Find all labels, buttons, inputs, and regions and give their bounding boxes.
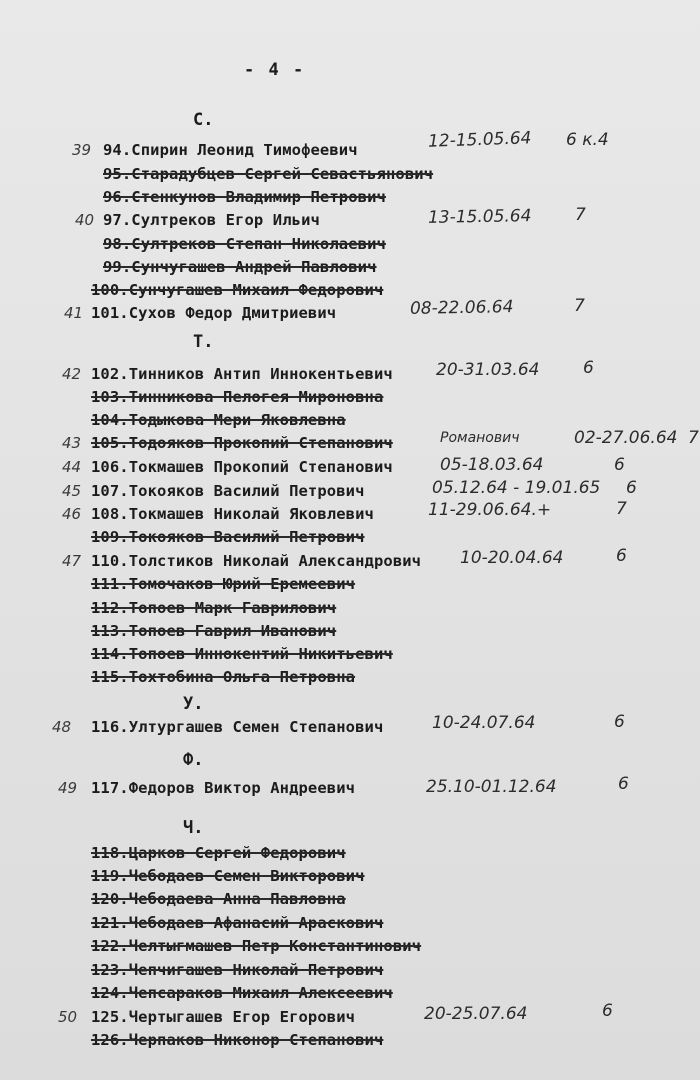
handwritten-date: 10-20.04.64	[460, 548, 564, 568]
handwritten-mark: 7	[688, 428, 699, 448]
list-entry: 106.Токмашев Прокопий Степанович	[91, 458, 393, 476]
struck-entry: 121.Чебодаев Афанасий Араскович	[91, 914, 384, 932]
struck-entry: 95.Старадубцев Сергей Севастьянович	[103, 165, 434, 183]
row-index: 47	[62, 552, 82, 570]
row-index: 41	[64, 304, 84, 322]
handwritten-mark: 6	[614, 712, 625, 732]
handwritten-mark: 6	[583, 358, 594, 378]
handwritten-date: 11-29.06.64.+	[428, 500, 552, 520]
row-index: 43	[62, 434, 82, 452]
handwritten-date: 12-15.05.64	[427, 128, 532, 152]
handwritten-date: 10-24.07.64	[432, 713, 536, 733]
struck-entry: 96.Стенкунов Владимир Петрович	[103, 188, 386, 206]
row-index: 42	[62, 365, 82, 383]
handwritten-date: 02-27.06.64	[574, 428, 678, 448]
handwritten-mark: 6	[616, 546, 627, 566]
section-letter-t: Т.	[193, 332, 214, 352]
handwritten-mark: 6	[602, 1001, 613, 1021]
handwritten-mark: 6 к.4	[566, 130, 609, 150]
section-letter-f: Ф.	[183, 750, 204, 770]
section-letter-ch: Ч.	[183, 818, 204, 838]
struck-entry: 104.Тодыкова Мери Яковлевна	[91, 411, 346, 429]
row-index: 39	[72, 141, 92, 159]
struck-entry: 103.Тинникова Пелогея Мироновна	[91, 388, 384, 406]
handwritten-mark: 7	[616, 499, 627, 519]
row-index: 49	[58, 779, 78, 797]
list-entry: 117.Федоров Виктор Андреевич	[91, 779, 356, 797]
struck-entry: 114.Топоев Иннокентий Никитьевич	[91, 645, 393, 663]
handwritten-date: 13-15.05.64	[427, 206, 532, 228]
struck-entry: 124.Чепсараков Михаил Алексеевич	[91, 984, 393, 1002]
row-index: 40	[75, 211, 95, 229]
handwritten-date: 20-31.03.64	[436, 360, 540, 380]
handwritten-mark: 6	[618, 774, 629, 794]
section-letter-u: У.	[183, 694, 204, 714]
section-letter-s: С.	[193, 110, 214, 130]
struck-entry: 120.Чебодаева Анна Павловна	[91, 890, 346, 908]
row-index: 46	[62, 505, 82, 523]
row-index: 44	[62, 458, 82, 476]
handwritten-mark: 7	[575, 205, 586, 225]
list-entry: 116.Ултургашев Семен Степанович	[91, 718, 384, 736]
row-index: 45	[62, 482, 82, 500]
handwritten-date: 05.12.64 - 19.01.65	[432, 478, 601, 498]
corrected-entry: 105.Тодояков Прокопий Степанович	[91, 434, 393, 452]
list-entry: 110.Толстиков Николай Александрович	[91, 552, 422, 570]
struck-entry: 111.Томочаков Юрий Еремеевич	[91, 575, 356, 593]
handwritten-mark: 6	[626, 478, 637, 498]
handwritten-date: 20-25.07.64	[424, 1004, 528, 1024]
row-index: 48	[52, 718, 72, 736]
handwritten-correction: Романович	[440, 430, 520, 446]
struck-entry: 112.Топоев Марк Гаврилович	[91, 599, 337, 617]
handwritten-date: 05-18.03.64	[440, 455, 544, 475]
handwritten-date: 25.10-01.12.64	[426, 777, 557, 797]
struck-entry: 109.Токояков Василий Петрович	[91, 528, 365, 546]
struck-entry: 115.Тохтобина Ольга Петровна	[91, 668, 356, 686]
handwritten-date: 08-22.06.64	[409, 297, 514, 319]
list-entry: 97.Султреков Егор Ильич	[103, 211, 320, 229]
struck-entry: 100.Сунчугашев Михаил Федорович	[91, 281, 384, 299]
struck-entry: 98.Султреков Степан Николаевич	[103, 235, 386, 253]
list-entry: 101.Сухов Федор Дмитриевич	[91, 304, 337, 322]
struck-entry: 122.Челтыгмашев Петр Константинович	[91, 937, 422, 955]
struck-entry: 99.Сунчугашев Андрей Павлович	[103, 258, 377, 276]
list-entry: 108.Токмашев Николай Яковлевич	[91, 505, 374, 523]
struck-entry: 123.Чепчигашев Николай Петрович	[91, 961, 384, 979]
row-index: 50	[58, 1008, 78, 1026]
list-entry: 94.Спирин Леонид Тимофеевич	[103, 141, 358, 159]
struck-entry: 119.Чебодаев Семен Викторович	[91, 867, 365, 885]
struck-entry: 113.Топоев Гаврил Иванович	[91, 622, 337, 640]
struck-entry: 126.Черпаков Никонор Степанович	[91, 1031, 384, 1049]
list-entry: 102.Тинников Антип Иннокентьевич	[91, 365, 393, 383]
list-entry: 107.Токояков Василий Петрович	[91, 482, 365, 500]
page-number: - 4 -	[244, 60, 306, 80]
struck-entry: 118.Царков Сергей Федорович	[91, 844, 346, 862]
list-entry: 125.Чертыгашев Егор Егорович	[91, 1008, 356, 1026]
handwritten-mark: 7	[574, 296, 585, 316]
handwritten-mark: 6	[614, 455, 625, 475]
